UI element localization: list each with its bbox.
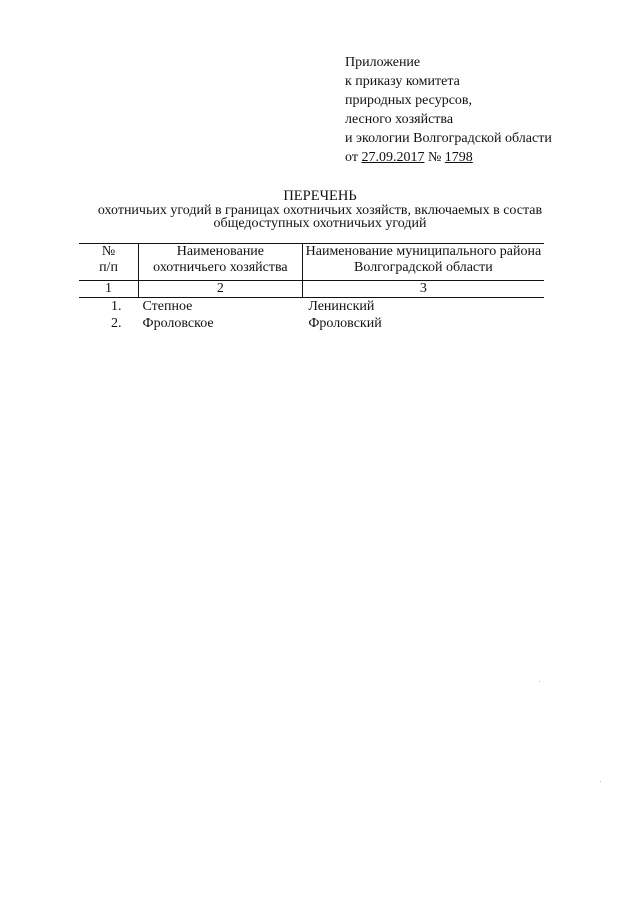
row-number: 2. bbox=[111, 316, 122, 331]
title-heading: ПЕРЕЧЕНЬ bbox=[283, 188, 357, 204]
district-name: Ленинский bbox=[308, 299, 375, 314]
appendix-order-line bbox=[345, 148, 552, 167]
scan-speck bbox=[600, 781, 601, 782]
column-number: 3 bbox=[302, 281, 544, 298]
column-number: 2 bbox=[139, 281, 303, 298]
header-cell-district: Наименование муниципального района Волгоградской области bbox=[302, 244, 544, 281]
appendix-line: Приложение bbox=[345, 55, 421, 70]
order-number: 1798 bbox=[444, 150, 473, 165]
row-number: 1. bbox=[111, 299, 122, 314]
column-number: 1 bbox=[79, 281, 139, 298]
hunting-grounds-table bbox=[79, 243, 544, 332]
title-line: общедоступных охотничьих угодий bbox=[213, 216, 427, 231]
header-cell-hunting-farm: Наименование охотничьего хозяйства bbox=[139, 244, 303, 281]
document-title bbox=[60, 189, 580, 230]
appendix-line: к приказу комитета bbox=[345, 74, 460, 89]
column-number-row bbox=[79, 281, 544, 298]
order-from-label: от bbox=[345, 150, 358, 165]
district-name: Фроловский bbox=[308, 316, 382, 331]
appendix-stamp bbox=[345, 53, 552, 167]
order-number-sign: № bbox=[427, 150, 442, 165]
hunting-farm-name: Фроловское bbox=[142, 316, 214, 331]
scan-speck bbox=[539, 681, 540, 682]
order-date: 27.09.2017 bbox=[361, 150, 425, 165]
hunting-farm-name: Степное bbox=[142, 299, 193, 314]
header-cell-number: № п/п bbox=[79, 244, 139, 281]
table-header-row bbox=[79, 244, 544, 281]
table-row bbox=[79, 315, 544, 332]
appendix-line: и экологии Волгоградской области bbox=[345, 131, 552, 146]
title-line: охотничьих угодий в границах охотничьих хозяйств, включаемых в состав bbox=[97, 203, 543, 218]
appendix-line: лесного хозяйства bbox=[345, 112, 454, 127]
appendix-line: природных ресурсов, bbox=[345, 93, 473, 108]
table-row bbox=[79, 298, 544, 316]
